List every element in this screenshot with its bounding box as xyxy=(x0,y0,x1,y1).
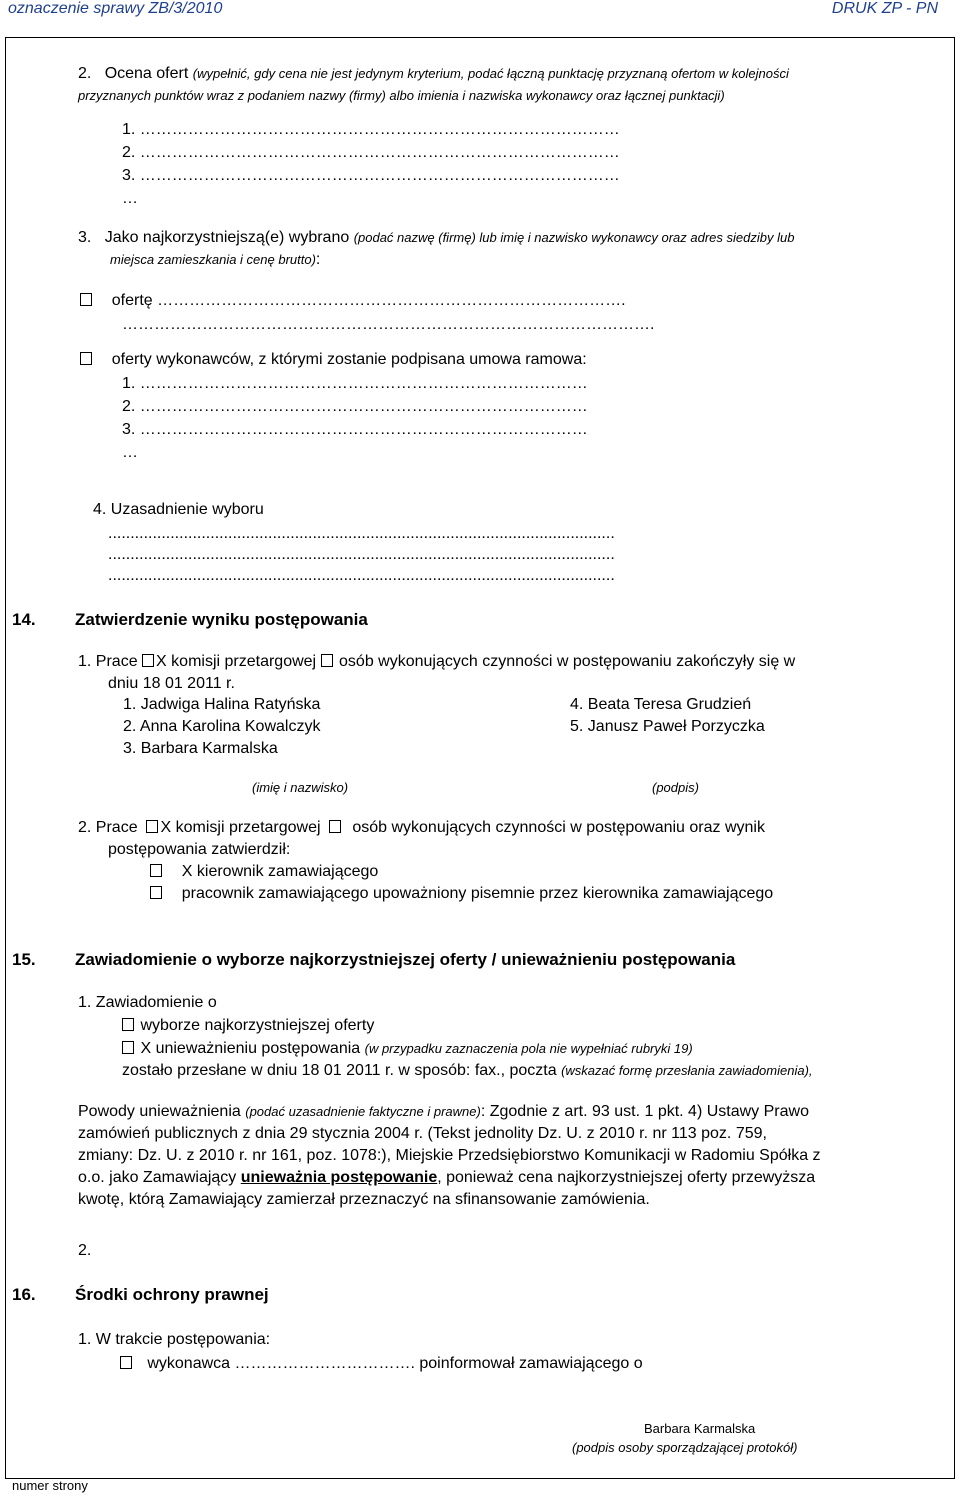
s3-note: miejsca zamieszkania i cenę brutto): xyxy=(110,251,321,268)
checkbox[interactable] xyxy=(122,1041,134,1054)
checkbox[interactable] xyxy=(142,654,154,667)
s15-p2: 2. xyxy=(78,1242,92,1259)
checkbox[interactable] xyxy=(321,654,333,667)
signer-name: Barbara Karmalska xyxy=(644,1421,756,1436)
s14-approved: postępowania zatwierdził: xyxy=(108,841,291,858)
s4-line-2[interactable]: .................................................................................................................. xyxy=(108,546,615,563)
s14-date: dniu 18 01 2011 r. xyxy=(108,675,235,692)
checkbox[interactable] xyxy=(122,1018,134,1031)
checkbox[interactable] xyxy=(329,820,341,833)
s14-number: 14. xyxy=(12,610,36,629)
header-case-number: oznaczenie sprawy ZB/3/2010 xyxy=(8,0,223,17)
s3-offer-option[interactable]: ofertę ……………………………………………………………………………. xyxy=(80,291,626,311)
s3-item-3[interactable]: 3. ………………………………………………………………………… xyxy=(122,421,588,438)
s14-p2: 2. Prace X komisji przetargowej osób wykonujących czynności w postępowaniu oraz wynik xyxy=(78,819,765,836)
member-3: 3. Barbara Karmalska xyxy=(123,740,278,757)
s2-item-2[interactable]: 2. ……………………………………………………………………………… xyxy=(122,144,620,161)
signer-caption: (podpis osoby sporządzającej protokół) xyxy=(572,1440,798,1455)
header-form-code: DRUK ZP - PN xyxy=(831,0,938,17)
s3-tail: … xyxy=(122,444,138,461)
member-5: 5. Janusz Paweł Porzyczka xyxy=(570,718,765,735)
s16-title: Środki ochrony prawnej xyxy=(75,1285,269,1304)
member-4: 4. Beata Teresa Grudzień xyxy=(570,696,752,713)
s15-reasons-l4: o.o. jako Zamawiający unieważnia postępowanie, ponieważ cena najkorzystniejszej oferty przewyższa xyxy=(78,1169,816,1186)
s15-reasons-l2: zamówień publicznych z dnia 29 stycznia 2004 r. (Tekst jednolity Dz. U. z 2010 r. nr 113 poz. 759, xyxy=(78,1125,767,1142)
s2-item-1[interactable]: 1. ……………………………………………………………………………… xyxy=(122,121,620,138)
s16-option-contractor[interactable]: wykonawca ……………………………. poinformował zamawiającego o xyxy=(120,1354,643,1374)
s16-number: 16. xyxy=(12,1285,36,1304)
s15-sent: zostało przesłane w dniu 18 01 2011 r. w sposób: fax., poczta (wskazać formę przesłania zawiadomienia), xyxy=(122,1062,813,1079)
s3-item-1[interactable]: 1. ………………………………………………………………………… xyxy=(122,375,588,392)
s15-title: Zawiadomienie o wyborze najkorzystniejszej oferty / unieważnieniu postępowania xyxy=(75,950,736,969)
checkbox[interactable] xyxy=(120,1356,132,1369)
checkbox[interactable] xyxy=(80,352,92,365)
s2-tail: … xyxy=(122,190,138,207)
s14-option-employee[interactable]: pracownik zamawiającego upoważniony pisemnie przez kierownika zamawiającego xyxy=(150,884,773,904)
s3-item-2[interactable]: 2. ………………………………………………………………………… xyxy=(122,398,588,415)
s4-line-1[interactable]: .................................................................................................................. xyxy=(108,525,615,542)
s14-option-head[interactable]: X kierownik zamawiającego xyxy=(150,862,378,882)
member-1: 1. Jadwiga Halina Ratyńska xyxy=(123,696,321,713)
s4-title: 4. Uzasadnienie wyboru xyxy=(93,501,264,518)
s15-reasons-l3: zmiany: Dz. U. z 2010 r. nr 161, poz. 1078:), Miejskie Przedsiębiorstwo Komunikacji w Radomiu Spółka z xyxy=(78,1147,821,1164)
s15-reasons-l1: Powody unieważnienia (podać uzasadnienie faktyczne i prawne): Zgodnie z art. 93 ust. 1 pkt. 4) Ustawy Prawo xyxy=(78,1103,809,1120)
checkbox[interactable] xyxy=(150,864,162,877)
s15-option-selection[interactable]: wyborze najkorzystniejszej oferty xyxy=(122,1016,374,1036)
checkbox[interactable] xyxy=(146,820,158,833)
s15-reasons-l5: kwotę, którą Zamawiający zamierzał przeznaczyć na sfinansowanie zamówienia. xyxy=(78,1191,650,1208)
caption-signature: (podpis) xyxy=(652,780,699,795)
s3-heading: 3. Jako najkorzystniejszą(e) wybrano (podać nazwę (firmę) lub imię i nazwisko wykonawcy oraz adres siedziby lub xyxy=(78,229,795,246)
s16-p1: 1. W trakcie postępowania: xyxy=(78,1331,271,1348)
checkbox[interactable] xyxy=(80,293,92,306)
s15-number: 15. xyxy=(12,950,36,969)
s14-title: Zatwierdzenie wyniku postępowania xyxy=(75,610,368,629)
checkbox[interactable] xyxy=(150,886,162,899)
s2-heading: 2. Ocena ofert (wypełnić, gdy cena nie jest jedynym kryterium, podać łączną punktację przyznaną ofertom w kolejności xyxy=(78,65,789,82)
s4-line-3[interactable]: .................................................................................................................. xyxy=(108,567,615,584)
s14-p1: 1. Prace X komisji przetargowej osób wykonujących czynności w postępowaniu zakończyły się w xyxy=(78,653,796,670)
caption-name: (imię i nazwisko) xyxy=(252,780,349,795)
s3-framework-option[interactable]: oferty wykonawców, z którymi zostanie podpisana umowa ramowa: xyxy=(80,350,587,370)
s2-item-3[interactable]: 3. ……………………………………………………………………………… xyxy=(122,167,620,184)
s2-note: przyznanych punktów wraz z podaniem nazwy (firmy) albo imienia i nazwiska wykonawcy oraz łącznej punktacji) xyxy=(78,88,725,103)
s3-offer-continuation[interactable]: ………………………………………………………………………………………. xyxy=(122,316,655,333)
s15-p1: 1. Zawiadomienie o xyxy=(78,994,217,1011)
member-2: 2. Anna Karolina Kowalczyk xyxy=(123,718,321,735)
page-number: numer strony xyxy=(12,1478,88,1493)
s15-option-cancellation[interactable]: X unieważnieniu postępowania (w przypadku zaznaczenia pola nie wypełniać rubryki 19) xyxy=(122,1039,693,1059)
